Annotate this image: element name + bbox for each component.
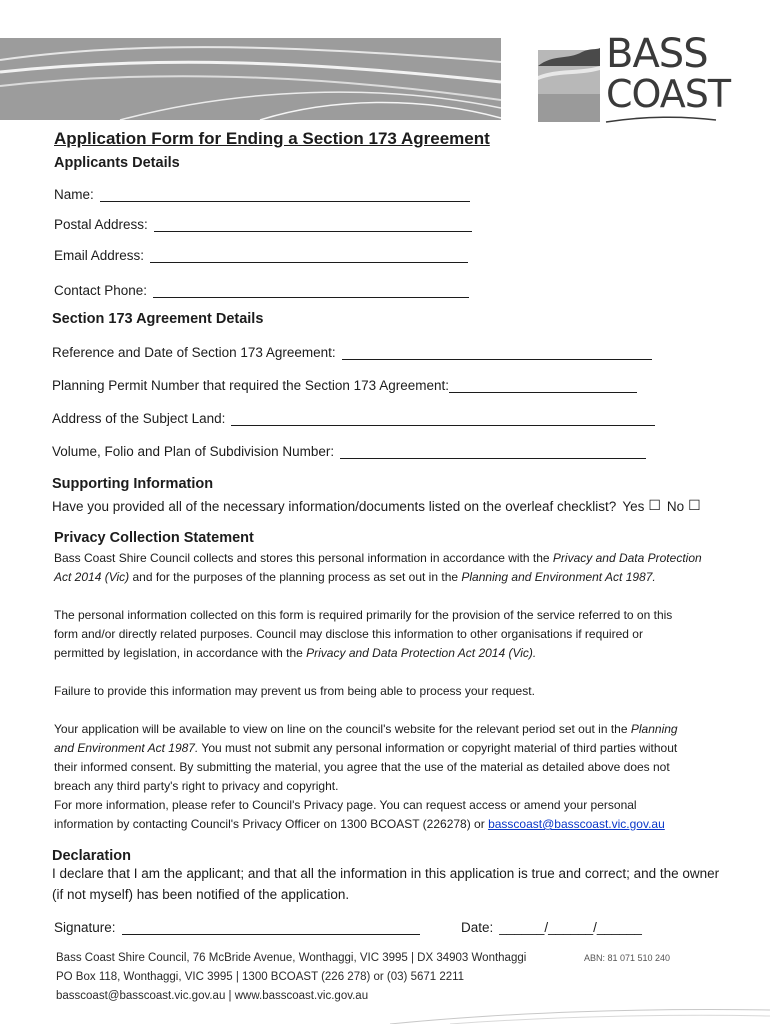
- date-row: [461, 920, 642, 935]
- name-label: Name:: [54, 187, 94, 202]
- privacy-heading: Privacy Collection Statement: [54, 530, 254, 546]
- privacy-paragraph-2: The personal information collected on this form is required primarily for the provision of the service referred to on this form and/or directly related purposes. Council may disclose this information to other organisations if required or permitted by legislation, in accordance with the Privacy and Data Protection Act 2014 (Vic).: [54, 608, 673, 660]
- address-label: Address of the Subject Land:: [52, 411, 226, 426]
- s173-heading: Section 173 Agreement Details: [52, 311, 264, 327]
- supporting-row: [52, 497, 701, 514]
- volume-label: Volume, Folio and Plan of Subdivision Number:: [52, 444, 335, 459]
- logo-swoosh: [604, 116, 718, 124]
- declaration-heading: Declaration: [52, 848, 131, 864]
- supporting-heading: Supporting Information: [52, 476, 214, 492]
- footer-swoosh: [390, 1004, 770, 1024]
- logo-text-coast: COAST: [606, 72, 731, 116]
- postal-row: [54, 217, 472, 232]
- subject-land-field[interactable]: [231, 411, 655, 426]
- contact-phone-field[interactable]: [153, 283, 469, 298]
- wave-graphic: [0, 38, 501, 120]
- email-address-field[interactable]: [150, 248, 468, 263]
- footer-address: Bass Coast Shire Council, 76 McBride Avenue, Wonthaggi, VIC 3995 | DX 34903 Wonthaggi: [56, 952, 527, 964]
- name-field[interactable]: [100, 187, 470, 202]
- email-row: [54, 248, 468, 263]
- form-title: Application Form for Ending a Section 173 Agreement: [54, 129, 490, 148]
- supporting-question: Have you provided all of the necessary information/documents listed on the overleaf checklist?: [52, 499, 617, 514]
- email-label: Email Address:: [54, 248, 145, 263]
- postal-label: Postal Address:: [54, 217, 148, 232]
- reference-label: Reference and Date of Section 173 Agreement:: [52, 345, 336, 360]
- privacy-paragraph-1: Bass Coast Shire Council collects and stores this personal information in accordance with the Privacy and Data Protection Act 2014 (Vic) and for the purposes of the planning process as set out in the Planning and Environment Act 1987.: [54, 551, 702, 584]
- signature-row: [54, 920, 420, 935]
- declaration-text: I declare that I am the applicant; and that all the information in this application is true and correct; and the owner (if not myself) has been notified of the application.: [52, 866, 720, 902]
- applicants-heading: Applicants Details: [54, 155, 180, 171]
- footer-contact: PO Box 118, Wonthaggi, VIC 3995 | 1300 BCOAST (226 278) or (03) 5671 2211: [56, 971, 465, 983]
- phone-row: [54, 283, 469, 298]
- footer-web: basscoast@basscoast.vic.gov.au | www.basscoast.vic.gov.au: [56, 990, 369, 1002]
- name-row: [54, 187, 470, 202]
- signature-label: Signature:: [54, 920, 116, 935]
- permit-row: [52, 378, 637, 393]
- logo-mark: [538, 36, 600, 122]
- permit-label: Planning Permit Number that required the Section 173 Agreement:: [52, 378, 449, 393]
- no-label: No: [666, 499, 685, 514]
- logo-text-bass: BASS: [606, 31, 708, 77]
- header-banner: [0, 38, 501, 120]
- permit-number-field[interactable]: [449, 378, 637, 393]
- yes-label: Yes: [622, 499, 645, 514]
- privacy-paragraph-4: Your application will be available to view on line on the council's website for the relevant period set out in the Planning and Environment Act 1987. You must not submit any personal information or copyright material of third parties without their informed consent. By submitting the material, you agree that the use of the material as detailed above does not breach any third party's right to privacy and copyright. For more information, please refer to Council's Privacy page. You can request access or amend your personal information by contacting Council's Privacy Officer on 1300 BCOAST (226278) or basscoast@basscoast.vic.gov.au: [54, 722, 678, 831]
- volume-row: [52, 444, 646, 459]
- postal-address-field[interactable]: [154, 217, 472, 232]
- no-checkbox[interactable]: ☐: [688, 497, 701, 513]
- address-row: [52, 411, 655, 426]
- footer-abn: ABN: 81 071 510 240: [584, 953, 671, 963]
- volume-folio-field[interactable]: [340, 444, 646, 459]
- reference-field[interactable]: [342, 345, 652, 360]
- yes-checkbox[interactable]: ☐: [648, 497, 661, 513]
- phone-label: Contact Phone:: [54, 283, 148, 298]
- bass-coast-logo: [538, 31, 731, 124]
- date-field[interactable]: ______/______/______: [499, 920, 642, 935]
- reference-row: [52, 345, 652, 360]
- privacy-paragraph-3: Failure to provide this information may prevent us from being able to process your request.: [54, 684, 535, 698]
- privacy-email-link[interactable]: basscoast@basscoast.vic.gov.au: [488, 817, 665, 831]
- signature-field[interactable]: [122, 920, 420, 935]
- date-label: Date:: [461, 920, 494, 935]
